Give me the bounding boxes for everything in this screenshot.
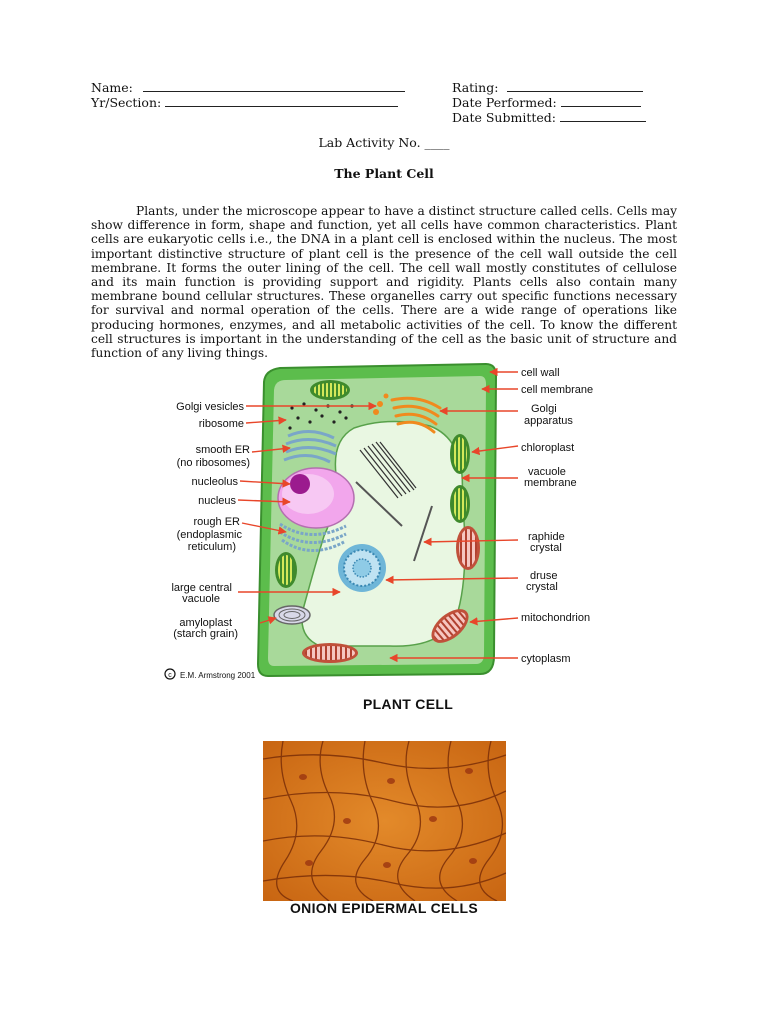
label-nucleolus: nucleolus bbox=[191, 476, 238, 488]
label-cell-membrane: cell membrane bbox=[521, 384, 594, 396]
date-performed-label: Date Performed: bbox=[452, 95, 557, 110]
name-label: Name: bbox=[91, 80, 133, 95]
label-raphide-crystal: crystal bbox=[530, 542, 562, 554]
onion-epidermal-micrograph bbox=[263, 741, 506, 901]
rating-field bbox=[452, 80, 643, 96]
label-cytoplasm: cytoplasm bbox=[521, 653, 571, 665]
copyright-notice bbox=[165, 669, 256, 680]
label-vacuole: vacuole bbox=[182, 593, 220, 605]
label-druse-crystal: crystal bbox=[526, 581, 558, 593]
rating-blank[interactable] bbox=[507, 80, 643, 92]
lab-activity-number: Lab Activity No. ____ bbox=[318, 135, 450, 150]
label-mitochondrion: mitochondrion bbox=[521, 612, 591, 624]
name-blank[interactable] bbox=[143, 80, 405, 92]
name-field bbox=[91, 80, 405, 96]
chloroplast-right-2 bbox=[450, 485, 470, 523]
mitochondrion-right bbox=[456, 526, 480, 570]
label-vacuole-r: vacuole bbox=[528, 466, 566, 478]
plant-cell-caption: PLANT CELL bbox=[362, 696, 454, 712]
label-no-ribosomes: (no ribosomes) bbox=[176, 457, 250, 469]
label-rough-er: rough ER bbox=[193, 516, 240, 528]
label-golgi: Golgi bbox=[531, 403, 557, 415]
label-cell-wall: cell wall bbox=[521, 367, 560, 379]
plant-cell-diagram bbox=[140, 356, 620, 688]
yr-section-label: Yr/Section: bbox=[91, 95, 162, 110]
label-nucleus: nucleus bbox=[198, 495, 236, 507]
copyright-text: E.M. Armstrong 2001 bbox=[180, 671, 256, 680]
label-apparatus: apparatus bbox=[524, 415, 573, 427]
druse-crystal bbox=[338, 544, 386, 592]
label-endoplasmic: (endoplasmic bbox=[176, 529, 242, 541]
rating-label: Rating: bbox=[452, 80, 499, 95]
yr-section-blank[interactable] bbox=[165, 95, 398, 107]
nucleolus bbox=[290, 474, 310, 494]
label-membrane: membrane bbox=[524, 477, 577, 489]
intro-paragraph: Plants, under the microscope appear to have a distinct structure called cells. Cells may show difference in form, shape and function, yet all cells have common characteristics. Plant cells are eukaryotic cells i.e., the DNA in a plant cell is enclosed within the nucleus. The most important distinctive structure of plant cell is the presence of the cell wall outside the cell membrane. It forms the outer lining of the cell. The cell wall mostly constitutes of cellulose and its main function is providing support and rigidity. Plants cells also contain many membrane bound cellular structures. These organelles carry out specific functions necessary for survival and normal operation of the cells. There are a wide range of operations like producing hormones, enzymes, and all metabolic activities of the cell. To know the different cell structures is important in the understanding of the cell as the basic unit of structure and function of any living things. bbox=[91, 204, 677, 361]
nucleus bbox=[278, 468, 354, 528]
label-amyloplast: amyloplast bbox=[179, 617, 232, 629]
page-title: The Plant Cell bbox=[334, 166, 434, 181]
label-starch-grain: (starch grain) bbox=[173, 628, 238, 640]
label-ribosome: ribosome bbox=[198, 418, 244, 430]
date-submitted-field bbox=[452, 110, 646, 126]
label-chloroplast: chloroplast bbox=[521, 442, 575, 454]
label-golgi-vesicles: Golgi vesicles bbox=[176, 401, 244, 413]
chloroplast-top bbox=[310, 380, 350, 400]
label-raphide: raphide bbox=[528, 531, 565, 543]
date-performed-blank[interactable] bbox=[561, 95, 641, 107]
label-druse: druse bbox=[530, 570, 558, 582]
date-submitted-label: Date Submitted: bbox=[452, 110, 556, 125]
chloroplast-right-1 bbox=[450, 434, 470, 474]
label-large-central: large central bbox=[171, 582, 232, 594]
label-reticulum: reticulum) bbox=[187, 541, 236, 553]
chloroplast-left bbox=[275, 552, 297, 588]
label-smooth-er: smooth ER bbox=[195, 444, 250, 456]
svg-text:c: c bbox=[168, 672, 172, 679]
yr-section-field bbox=[91, 95, 398, 111]
mitochondrion-bottom bbox=[302, 643, 358, 663]
amyloplast bbox=[274, 606, 310, 624]
date-performed-field bbox=[452, 95, 641, 111]
onion-cells-caption: ONION EPIDERMAL CELLS bbox=[289, 900, 479, 916]
date-submitted-blank[interactable] bbox=[560, 110, 646, 122]
